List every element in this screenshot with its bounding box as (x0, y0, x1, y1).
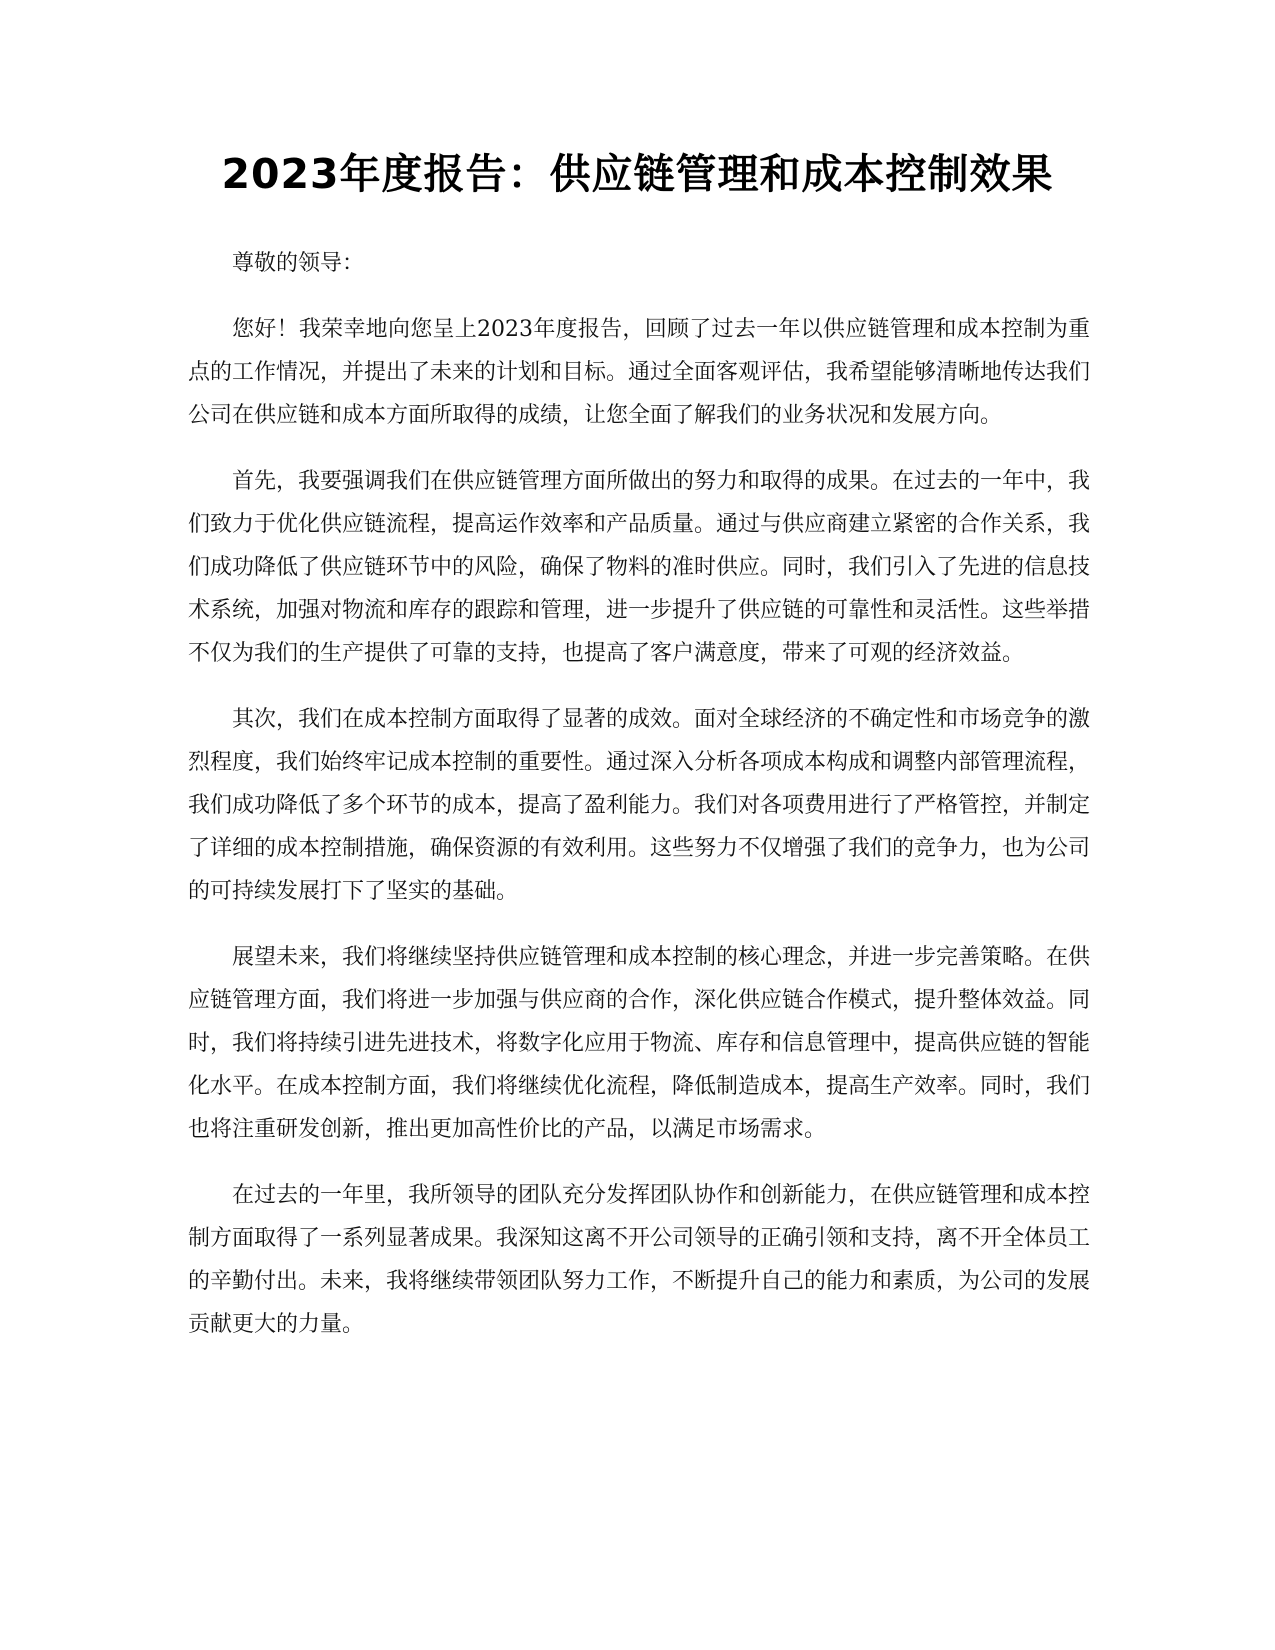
salutation: 尊敬的领导： (232, 251, 365, 276)
paragraph-supply-chain: 首先，我要强调我们在供应链管理方面所做出的努力和取得的成果。在过去的一年中，我们致力于优化供应链流程，提高运作效率和产品质量。通过与供应商建立紧密的合作关系，我们成功降低了供应链环节中的风险，确保了物料的准时供应。同时，我们引入了先进的信息技术系统，加强对物流和库存的跟踪和管理，进一步提升了供应链的可靠性和灵活性。这些举措不仅为我们的生产提供了可靠的支持，也提高了客户满意度，带来了可观的经济效益。 (188, 469, 1091, 666)
paragraph-outlook: 展望未来，我们将继续坚持供应链管理和成本控制的核心理念，并进一步完善策略。在供应链管理方面，我们将进一步加强与供应商的合作，深化供应链合作模式，提升整体效益。同时，我们将持续引进先进技术，将数字化应用于物流、库存和信息管理中，提高供应链的智能化水平。在成本控制方面，我们将继续优化流程，降低制造成本，提高生产效率。同时，我们也将注重研发创新，推出更加高性价比的产品，以满足市场需求。 (188, 945, 1091, 1142)
document-title: 2023年度报告：供应链管理和成本控制效果 (221, 150, 1054, 198)
paragraph-cost-control: 其次，我们在成本控制方面取得了显著的成效。面对全球经济的不确定性和市场竞争的激烈程度，我们始终牢记成本控制的重要性。通过深入分析各项成本构成和调整内部管理流程，我们成功降低了多个环节的成本，提高了盈利能力。我们对各项费用进行了严格管控，并制定了详细的成本控制措施，确保资源的有效利用。这些努力不仅增强了我们的竞争力，也为公司的可持续发展打下了坚实的基础。 (188, 707, 1091, 904)
paragraph-closing: 在过去的一年里，我所领导的团队充分发挥团队协作和创新能力，在供应链管理和成本控制方面取得了一系列显著成果。我深知这离不开公司领导的正确引领和支持，离不开全体员工的辛勤付出。未来，我将继续带领团队努力工作，不断提升自己的能力和素质，为公司的发展贡献更大的力量。 (188, 1183, 1091, 1337)
document-body (188, 242, 1090, 1369)
paragraph-intro: 您好！我荣幸地向您呈上2023年度报告，回顾了过去一年以供应链管理和成本控制为重点的工作情况，并提出了未来的计划和目标。通过全面客观评估，我希望能够清晰地传达我们公司在供应链和成本方面所取得的成绩，让您全面了解我们的业务状况和发展方向。 (188, 317, 1091, 428)
